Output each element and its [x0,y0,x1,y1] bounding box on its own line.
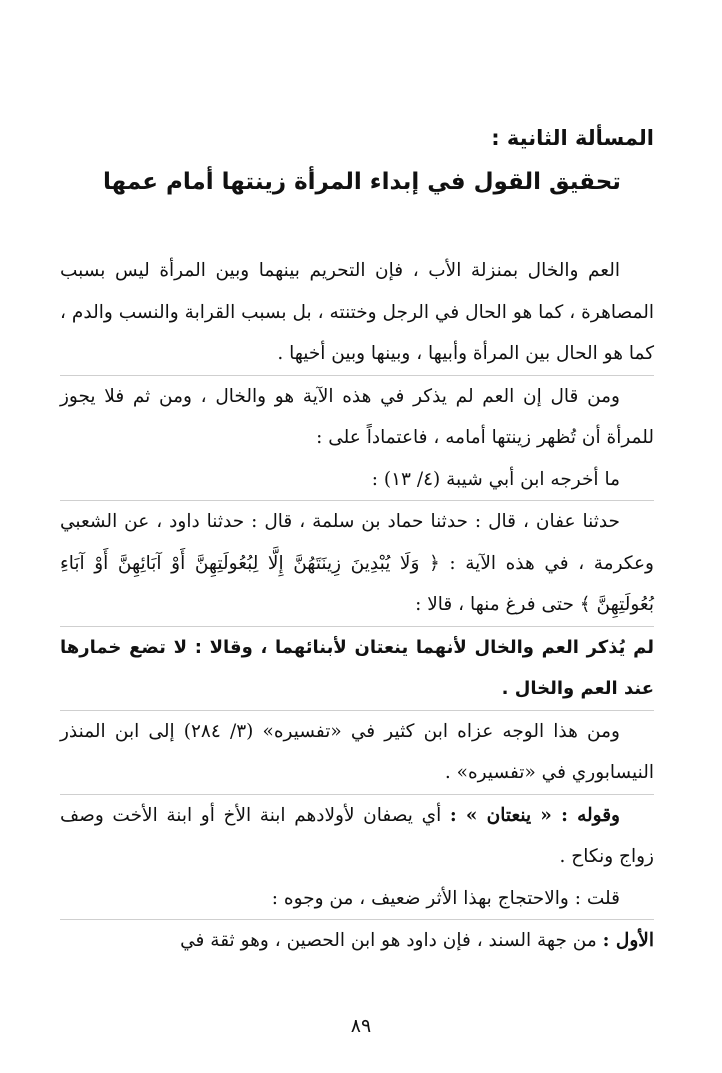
paragraph-3: ما أخرجه ابن أبي شيبة (٤/ ١٣) : [371,468,620,490]
paragraph-5-quote: لم يُذكر العم والخال لأنهما ينعتان لأبنائهما ، وقالا : لا تضع خمارها عند العم والخال . [60,626,654,710]
paragraph-6: ومن هذا الوجه عزاه ابن كثير في «تفسيره» (٣/ ٢٨٤) إلى ابن المنذر النيسابوري في «تفسيره» . [60,710,654,794]
page-title: تحقيق القول في إبداء المرأة زينتها أمام عمها [103,169,621,195]
term-label: وقوله : « ينعتان » : [449,804,620,826]
paragraph-1: العم والخال بمنزلة الأب ، فإن التحريم بينهما وبين المرأة ليس بسبب المصاهرة ، كما هو الحال في الرجل وختنته ، بل بسبب القرابة والنسب والدم ، كما هو الحال بين المرأة وأبيها ، وبينها وبين أخيها . [60,260,654,364]
paragraph-7 [60,794,654,878]
point-text: من جهة السند ، فإن داود هو ابن الحصين ، وهو ثقة في [180,930,597,951]
paragraph-9 [60,919,654,962]
section-label: المسألة الثانية : [491,126,654,150]
page-number: ٨٩ [350,1015,372,1037]
paragraph-8: قلت : والاحتجاج بهذا الأثر ضعيف ، من وجوه : [271,887,620,909]
paragraph-2: ومن قال إن العم لم يذكر في هذه الآية هو والخال ، ومن ثم فلا يجوز للمرأة أن تُظهر زينتها أمامه ، فاعتماداً على : [60,375,654,459]
paragraph-4: حدثنا عفان ، قال : حدثنا حماد بن سلمة ، قال : حدثنا داود ، عن الشعبي وعكرمة ، في هذه الآية : ﴿ وَلَا يُبْدِينَ زِينَتَهُنَّ إِلَّا لِبُعُولَتِهِنَّ أَوْ آبَائِهِنَّ أَوْ آبَاءِ بُعُولَتِهِنَّ ﴾ حتى فرغ منها ، قالا : [60,500,654,626]
point-label: الأول : [602,930,654,951]
term-explanation: أي يصفان لأولادهم ابنة الأخ أو ابنة الأخت وصف زواج ونكاح . [60,804,654,867]
